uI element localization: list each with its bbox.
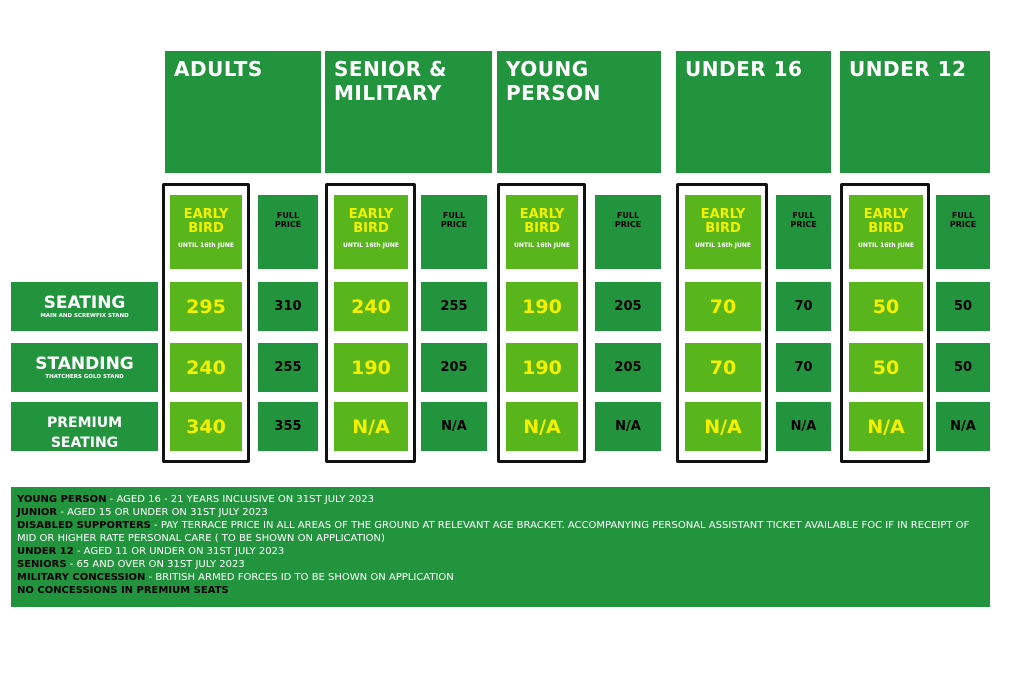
note-text: - AGED 15 OR UNDER ON 31ST JULY 2023 [57, 507, 268, 518]
note-key: JUNIOR [17, 507, 58, 518]
price-early-seating-senior: 240 [334, 282, 408, 331]
row-subtitle: MAIN AND SCREWFIX STAND [40, 313, 129, 319]
price-full-seating-senior: 255 [421, 282, 487, 331]
early-bird-frame [162, 183, 250, 463]
price-full-premium-u12: N/A [936, 402, 990, 451]
note-key: YOUNG PERSON [17, 494, 107, 505]
row-title: SEATING [43, 293, 126, 313]
price-full-premium-u16: N/A [776, 402, 831, 451]
note-text: - AGED 11 OR UNDER ON 31ST JULY 2023 [73, 546, 285, 557]
note-key: UNDER 12 [17, 546, 74, 557]
row-label-premium-seating [11, 402, 158, 459]
concessions-notes [11, 487, 990, 607]
price-early-premium-young: N/A [506, 402, 578, 451]
price-early-seating-adults: 295 [170, 282, 242, 331]
early-bird-frame [325, 183, 416, 463]
price-full-premium-adults: 355 [258, 402, 318, 451]
full-price-badge: FULL PRICE [776, 195, 831, 269]
row-label-seating [11, 282, 158, 331]
note-key: DISABLED SUPPORTERS [17, 520, 151, 531]
early-bird-label: EARLY BIRD [183, 207, 229, 236]
note-line [17, 493, 984, 506]
early-bird-deadline: UNTIL 16th JUNE [178, 242, 234, 249]
row-title: STANDING [35, 354, 134, 374]
row-subtitle: BLOCK D MAIN STAND [50, 453, 119, 459]
column-header-under-12: UNDER 12 [840, 51, 990, 173]
early-bird-deadline: UNTIL 16th JUNE [343, 242, 399, 249]
price-full-seating-adults: 310 [258, 282, 318, 331]
full-price-badge: FULL PRICE [936, 195, 990, 269]
price-early-premium-senior: N/A [334, 402, 408, 451]
column-header-young-person: YOUNG PERSON [497, 51, 661, 173]
price-full-premium-young: N/A [595, 402, 661, 451]
early-bird-label: EARLY BIRD [863, 207, 909, 236]
early-bird-frame [497, 183, 586, 463]
note-line [17, 584, 984, 597]
note-text: - PAY TERRACE PRICE IN ALL AREAS OF THE GROUND AT RELEVANT AGE BRACKET. ACCOMPANYING PERSONAL ASSISTANT TICKET AVAILABLE FOC IF IN RECEIPT OF MID OR HIGHER RATE PERSONAL CARE ( TO BE SHOWN ON APPLICATION) [17, 520, 970, 544]
note-key: NO CONCESSIONS IN PREMIUM SEATS [17, 585, 229, 596]
note-line [17, 571, 984, 584]
price-full-seating-u16: 70 [776, 282, 831, 331]
row-subtitle: THATCHERS GOLD STAND [45, 374, 124, 380]
price-full-seating-young: 205 [595, 282, 661, 331]
column-header-adults: ADULTS [165, 51, 321, 173]
price-full-standing-u16: 70 [776, 343, 831, 392]
price-early-seating-u16: 70 [685, 282, 761, 331]
note-line [17, 558, 984, 571]
early-bird-label: EARLY BIRD [700, 207, 746, 236]
column-header-senior-military: SENIOR & MILITARY [325, 51, 492, 173]
early-bird-label: EARLY BIRD [348, 207, 394, 236]
price-early-standing-young: 190 [506, 343, 578, 392]
full-price-badge: FULL PRICE [421, 195, 487, 269]
row-label-standing [11, 343, 158, 392]
note-text: - 65 AND OVER ON 31ST JULY 2023 [66, 559, 245, 570]
early-bird-frame [840, 183, 930, 463]
full-price-badge: FULL PRICE [595, 195, 661, 269]
column-header-under-16: UNDER 16 [676, 51, 831, 173]
note-text: - BRITISH ARMED FORCES ID TO BE SHOWN ON APPLICATION [145, 572, 454, 583]
note-line [17, 506, 984, 519]
note-line [17, 545, 984, 558]
early-bird-label: EARLY BIRD [519, 207, 565, 236]
price-full-standing-young: 205 [595, 343, 661, 392]
note-text: - AGED 16 - 21 YEARS INCLUSIVE ON 31ST JULY 2023 [106, 494, 374, 505]
note-line [17, 519, 984, 545]
full-price-badge: FULL PRICE [258, 195, 318, 269]
early-bird-deadline: UNTIL 16th JUNE [695, 242, 751, 249]
note-key: SENIORS [17, 559, 67, 570]
price-early-seating-young: 190 [506, 282, 578, 331]
price-early-premium-u12: N/A [849, 402, 923, 451]
price-full-seating-u12: 50 [936, 282, 990, 331]
price-full-standing-senior: 205 [421, 343, 487, 392]
price-early-standing-u16: 70 [685, 343, 761, 392]
price-early-standing-u12: 50 [849, 343, 923, 392]
early-bird-deadline: UNTIL 16th JUNE [514, 242, 570, 249]
early-bird-deadline: UNTIL 16th JUNE [858, 242, 914, 249]
price-full-standing-u12: 50 [936, 343, 990, 392]
price-full-standing-adults: 255 [258, 343, 318, 392]
row-title: PREMIUM SEATING [46, 415, 123, 451]
price-early-premium-adults: 340 [170, 402, 242, 451]
early-bird-frame [676, 183, 768, 463]
price-early-standing-adults: 240 [170, 343, 242, 392]
price-early-premium-u16: N/A [685, 402, 761, 451]
price-full-premium-senior: N/A [421, 402, 487, 451]
note-key: MILITARY CONCESSION [17, 572, 146, 583]
price-early-standing-senior: 190 [334, 343, 408, 392]
price-early-seating-u12: 50 [849, 282, 923, 331]
